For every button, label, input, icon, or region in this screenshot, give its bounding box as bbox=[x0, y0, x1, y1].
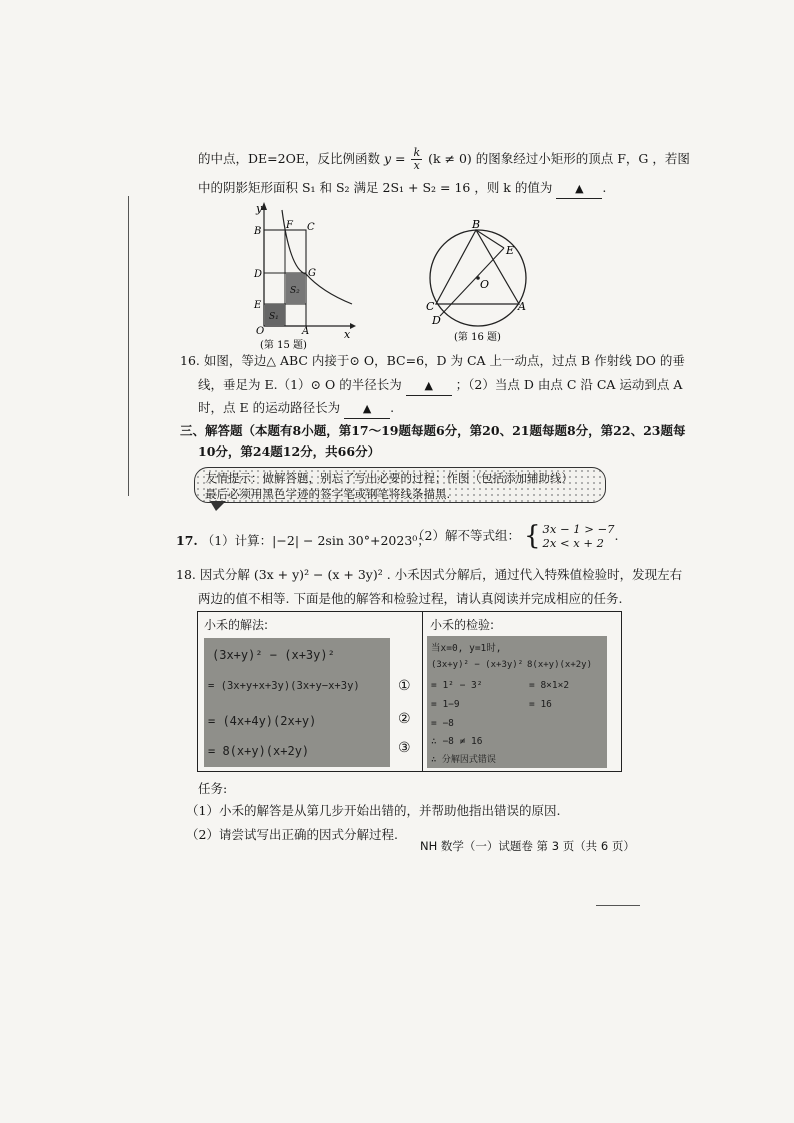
step-1: = (3x+y+x+3y)(3x+y−x+3y) bbox=[208, 680, 360, 692]
inequality-1: 3x − 1 > −7 bbox=[542, 522, 615, 536]
page-footer: NH 数学（一）试题卷 第 3 页（共 6 页） bbox=[420, 839, 635, 853]
brace-icon: { bbox=[523, 521, 541, 551]
left-header: 小禾的解法: bbox=[204, 618, 269, 632]
table-divider bbox=[422, 612, 423, 771]
step-mark-3: ③ bbox=[398, 740, 411, 756]
check-right-0: 8(x+y)(x+2y) bbox=[527, 660, 593, 670]
step-0: (3x+y)² − (x+3y)² bbox=[212, 648, 335, 662]
check-right-2: = 16 bbox=[529, 699, 552, 710]
tip-line2: 最后必须用黑色字迹的签字笔或钢笔将线条描黑. bbox=[205, 487, 451, 501]
step-mark-1: ① bbox=[398, 678, 411, 694]
line-BE bbox=[476, 230, 504, 248]
label-x: x bbox=[344, 328, 351, 341]
label-E: E bbox=[254, 300, 262, 311]
q17-part1: （1）计算：|−2| − 2sin 30°+2023⁰； bbox=[201, 533, 430, 548]
label-B: B bbox=[254, 226, 262, 237]
q18-line2: 两边的值不相等. 下面是他的解答和检验过程，请认真阅读并完成相应的任务. bbox=[198, 591, 623, 606]
q18-line1: 18. 因式分解 (3x + y)² − (x + 3y)² . 小禾因式分解后，通过代入特殊值检验时，发现左右 bbox=[176, 567, 683, 582]
formula-y: y = bbox=[383, 151, 406, 166]
x-axis-arrow-icon bbox=[350, 323, 356, 329]
label16-D: D bbox=[432, 314, 441, 327]
answer-blank-15: ▲ bbox=[556, 179, 602, 199]
check-photo bbox=[427, 636, 607, 768]
inequality-2: 2x < x + 2 bbox=[542, 536, 604, 550]
scan-mark bbox=[596, 905, 640, 906]
label-y: y bbox=[256, 202, 263, 215]
answer-blank-16-1: ▲ bbox=[406, 376, 452, 396]
tip-bubble bbox=[194, 467, 606, 503]
answer-blank-16-2: ▲ bbox=[344, 399, 390, 419]
check-right-1: = 8×1×2 bbox=[529, 680, 570, 691]
label-F: F bbox=[286, 220, 293, 231]
label-G: G bbox=[308, 268, 316, 279]
q16-line2: 线，垂足为 E.（1）⊙ O 的半径长为 ▲ ；（2）当点 D 由点 C 沿 CA 运动到点 A bbox=[198, 376, 682, 396]
q18-table bbox=[197, 611, 622, 772]
line-DE bbox=[440, 248, 504, 316]
q16-line1: 16. 如图，等边△ ABC 内接于⊙ O，BC=6，D 为 CA 上一动点，过点 B 作射线 DO 的垂 bbox=[180, 353, 685, 368]
section3-line2: 10分，第24题12分，共66分） bbox=[198, 444, 381, 459]
label16-A: A bbox=[518, 300, 526, 313]
label-S2: S₂ bbox=[290, 286, 300, 296]
q15-line2: 中的阴影矩形面积 S₁ 和 S₂ 满足 2S₁ + S₂ = 16 ，则 k 的值为 ▲ . bbox=[198, 179, 606, 199]
task-heading: 任务: bbox=[198, 781, 228, 796]
check-left-3: = 1−9 bbox=[431, 699, 460, 710]
check-left-6: ∴ 分解因式错误 bbox=[431, 755, 496, 765]
check-left-2: = 1² − 3² bbox=[431, 680, 483, 691]
label-S1: S₁ bbox=[269, 312, 279, 322]
step-3: = 8(x+y)(x+2y) bbox=[208, 744, 310, 758]
figure-15 bbox=[240, 200, 360, 350]
label16-E: E bbox=[506, 244, 515, 257]
triangle-ABC bbox=[436, 230, 519, 304]
tip-bubble-tail bbox=[210, 501, 226, 511]
task-1: （1）小禾的解答是从第几步开始出错的，并帮助他指出错误的原因. bbox=[186, 803, 561, 818]
inequality-system bbox=[543, 522, 615, 550]
check-left-0: 当x=0, y=1时, bbox=[431, 643, 502, 654]
caption-16: (第 16 题) bbox=[454, 332, 501, 343]
label-C: C bbox=[307, 222, 315, 233]
formula-condition: (k ≠ 0) bbox=[428, 151, 472, 166]
caption-15: (第 15 题) bbox=[260, 340, 307, 350]
check-left-5: ∴ −8 ≠ 16 bbox=[431, 736, 483, 747]
q17-part2: （2）解不等式组： { 3x − 1 > −7 2x < x + 2 . bbox=[412, 521, 619, 551]
label16-O: O bbox=[480, 278, 490, 291]
tip-line1: 友情提示：做解答题，别忘了写出必要的过程；作图（包括添加辅助线） bbox=[205, 471, 573, 485]
check-left-4: = −8 bbox=[431, 718, 454, 729]
label-D: D bbox=[254, 269, 263, 280]
section3-line1: 三、解答题（本题有8小题，第17～19题每题6分，第20、21题每题8分，第22、23题每 bbox=[180, 423, 686, 438]
scan-edge-line bbox=[128, 196, 129, 496]
q16-line3: 时，点 E 的运动路径长为 ▲ . bbox=[198, 399, 394, 419]
label-A: A bbox=[302, 326, 310, 337]
q15-line1: 的中点，DE=2OE，反比例函数 y = $\frac{k}{x}$ (k ≠ 0) 的图象经过小矩形的顶点 F，G ，若图 bbox=[198, 146, 690, 172]
step-mark-2: ② bbox=[398, 711, 411, 727]
task-2: （2）请尝试写出正确的因式分解过程. bbox=[186, 827, 398, 842]
right-header: 小禾的检验: bbox=[430, 618, 495, 632]
q17-line: 17. （1）计算：|−2| − 2sin 30°+2023⁰； bbox=[176, 533, 430, 548]
figure-16 bbox=[418, 216, 538, 348]
step-2: = (4x+4y)(2x+y) bbox=[208, 714, 317, 728]
label16-B: B bbox=[472, 218, 481, 231]
label-O: O bbox=[256, 326, 265, 337]
check-left-1: (3x+y)² − (x+3y)² bbox=[431, 660, 524, 670]
formula-fraction: $\frac{k}{x}$ bbox=[413, 146, 421, 172]
solution-photo bbox=[204, 638, 390, 767]
label16-C: C bbox=[426, 300, 435, 313]
